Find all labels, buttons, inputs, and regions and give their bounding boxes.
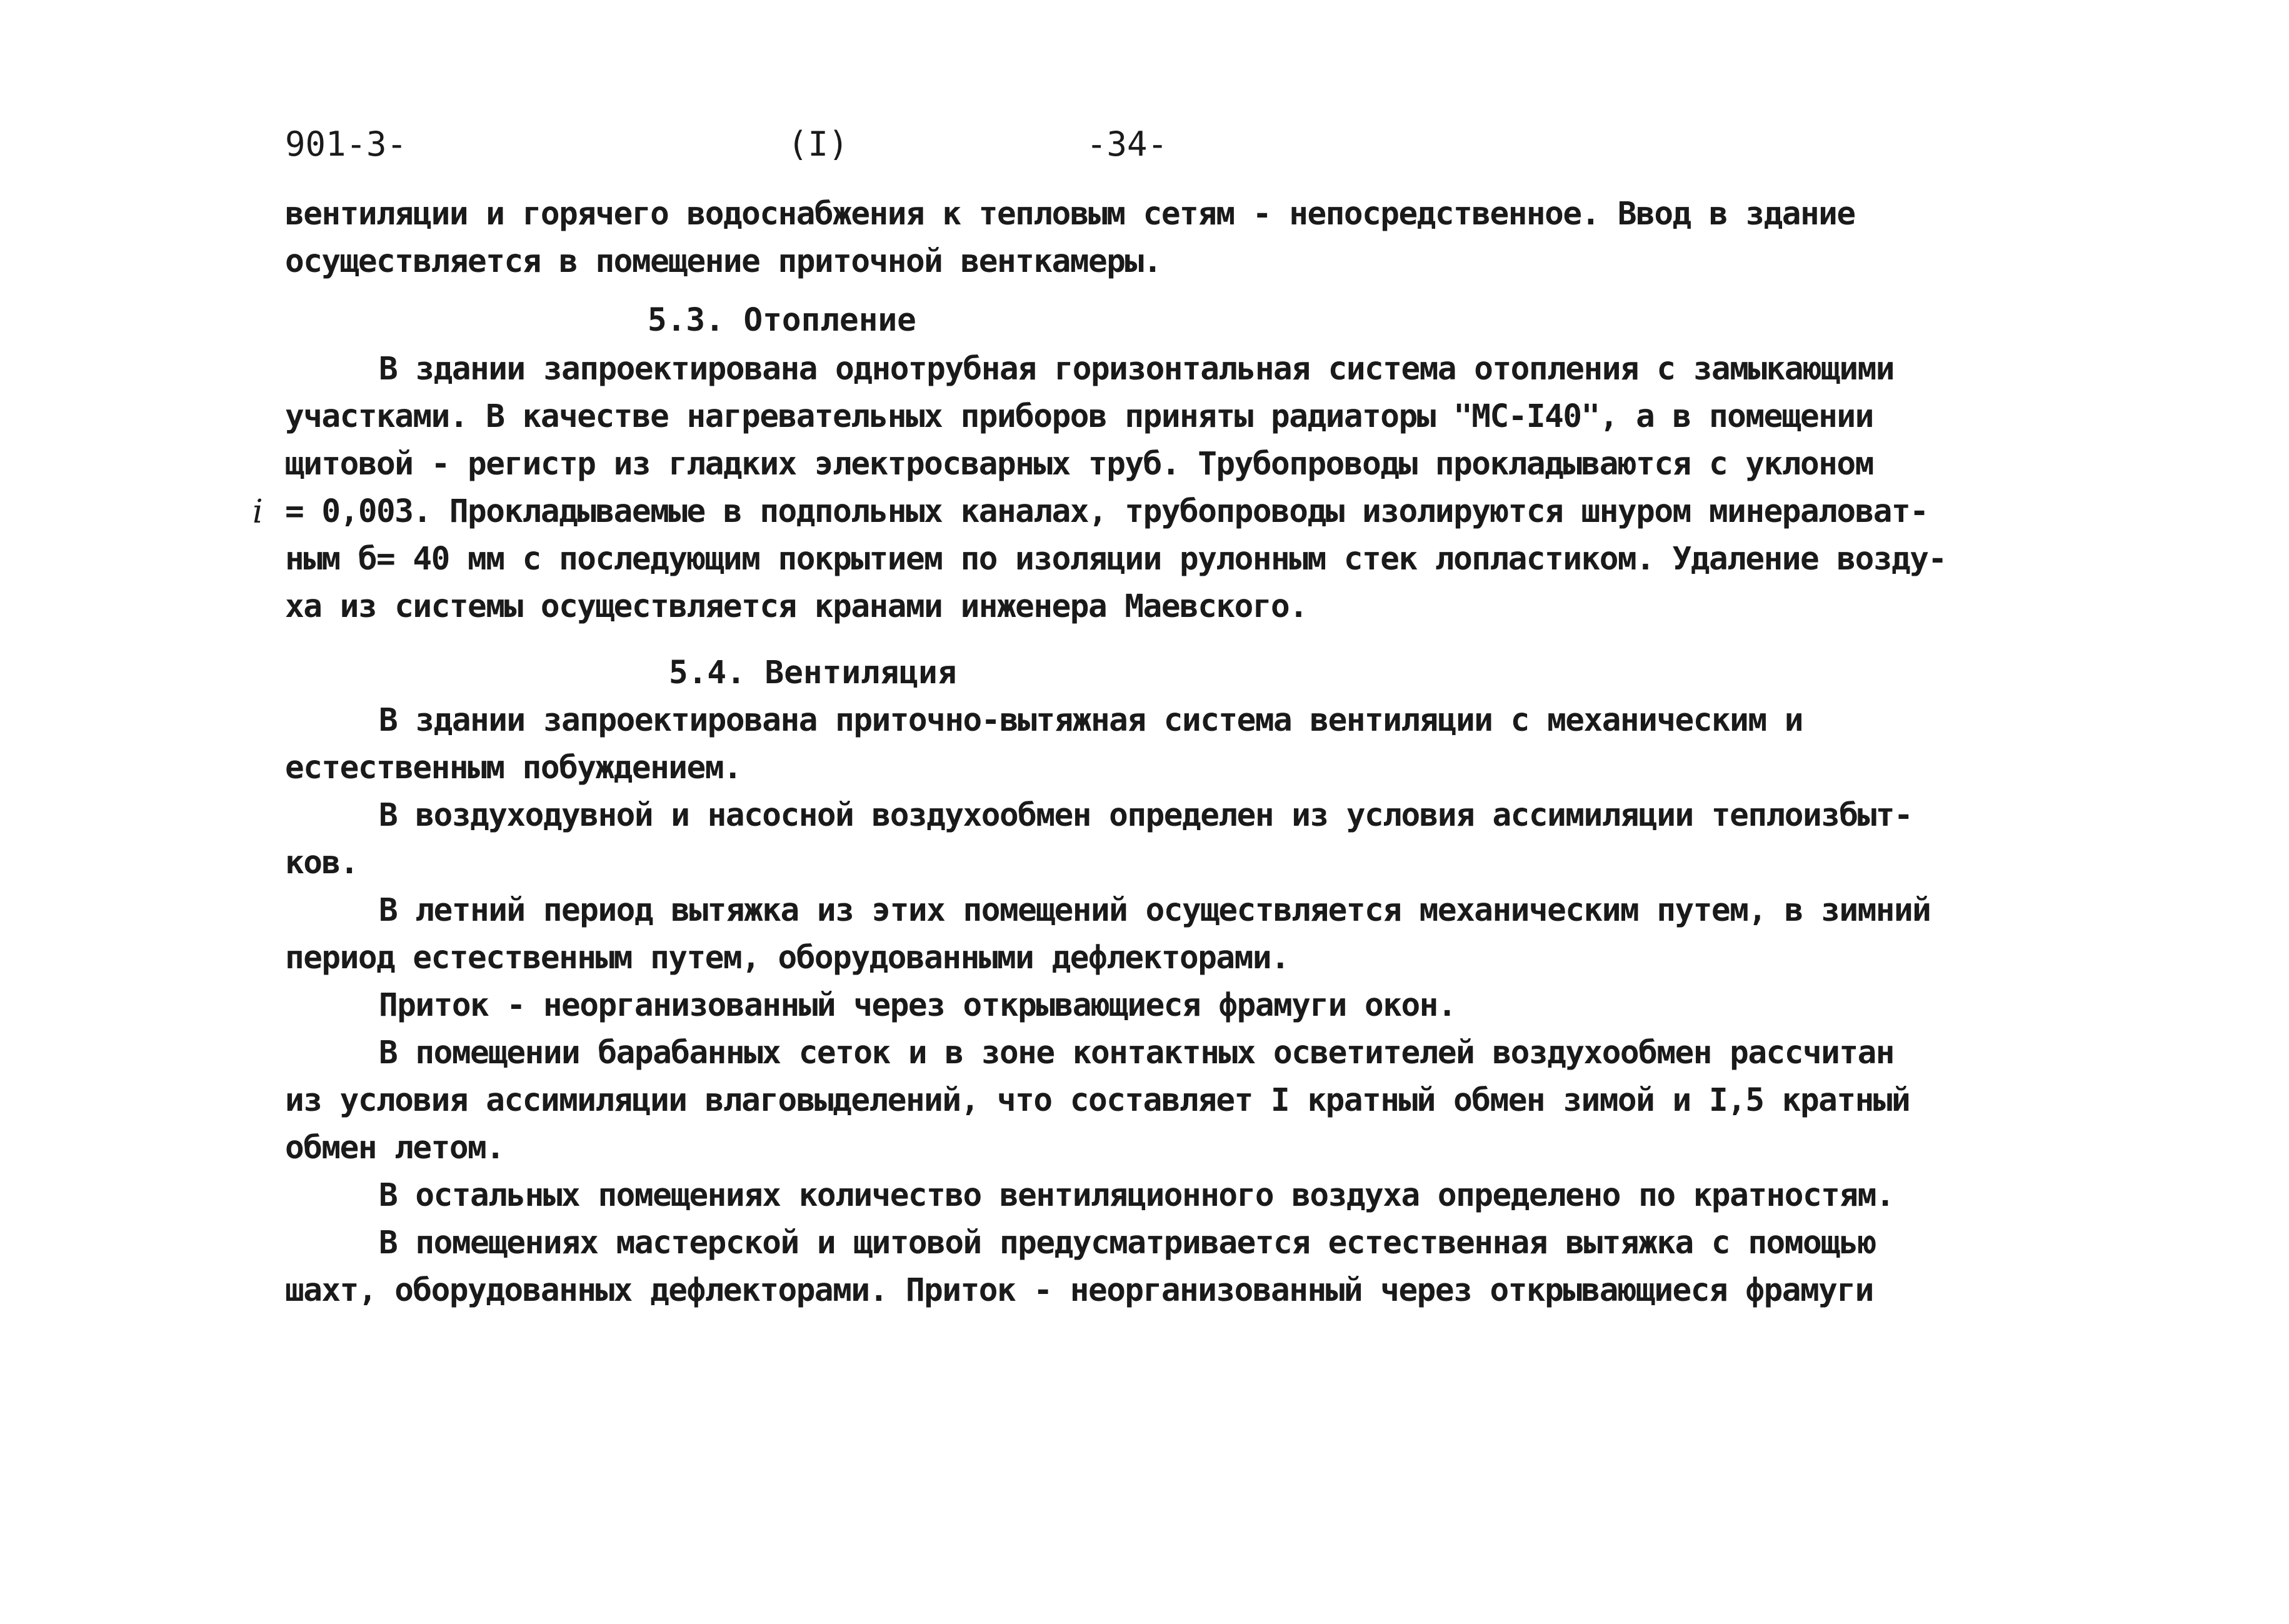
intro-line: осуществляется в помещение приточной венткамеры. [285,243,1161,280]
paragraph-line: В воздуходувной и насосной воздухообмен определен из условия ассимиляции теплоизбыт- [379,797,1913,834]
paragraph-line: ков. [285,845,358,881]
paragraph-line: В помещениях мастерской и щитовой предусматривается естественная вытяжка с помощью [379,1225,1876,1261]
paragraph-line: В летний период вытяжка из этих помещений осуществляется механическим путем, в зимний [379,892,1931,929]
section-heading-heating: 5.3. Отопление [648,302,916,339]
paragraph-line: участками. В качестве нагревательных приборов приняты радиаторы "МС-I40", а в помещении [285,398,1873,435]
section-heading-ventilation: 5.4. Вентиляция [669,654,957,691]
paragraph-line: ха из системы осуществляется кранами инженера Маевского. [285,588,1308,625]
paragraph-line: В остальных помещениях количество вентиляционного воздуха определено по кратностям. [379,1177,1894,1214]
paragraph-line: щитовой - регистр из гладких электросварных труб. Трубопроводы прокладываются с уклоном [285,446,1873,483]
part-number: (I) [788,124,849,164]
paragraph-line: В здании запроектирована приточно-вытяжная система вентиляции с механическим и [379,702,1803,739]
paragraph-line: ным б= 40 мм с последующим покрытием по изоляции рулонным стек лопластиком. Удаление возду- [285,541,1946,578]
paragraph-line: обмен летом. [285,1130,504,1166]
paragraph-line: период естественным путем, оборудованными дефлекторами. [285,940,1290,976]
document-number: 901-3- [285,124,408,164]
paragraph-line: шахт, оборудованных дефлекторами. Приток - неорганизованный через открывающиеся фрамуги [285,1272,1873,1309]
paragraph-line: В помещении барабанных сеток и в зоне контактных осветителей воздухообмен рассчитан [379,1035,1894,1071]
paragraph-line: из условия ассимиляции влаговыделений, что составляет I кратный обмен зимой и I,5 кратный [285,1082,1910,1119]
handwritten-margin-mark: i [253,493,263,531]
paragraph-line: Приток - неорганизованный через открывающиеся фрамуги окон. [379,987,1456,1024]
page-number: -34- [1086,124,1168,164]
paragraph-line: = 0,003. Прокладываемые в подпольных каналах, трубопроводы изолируются шнуром минераловат- [285,493,1928,530]
paragraph-line: В здании запроектирована однотрубная горизонтальная система отопления с замыкающими [379,351,1894,388]
intro-line: вентиляции и горячего водоснабжения к тепловым сетям - непосредственное. Ввод в здание [285,196,1855,233]
paragraph-line: естественным побуждением. [285,749,742,786]
